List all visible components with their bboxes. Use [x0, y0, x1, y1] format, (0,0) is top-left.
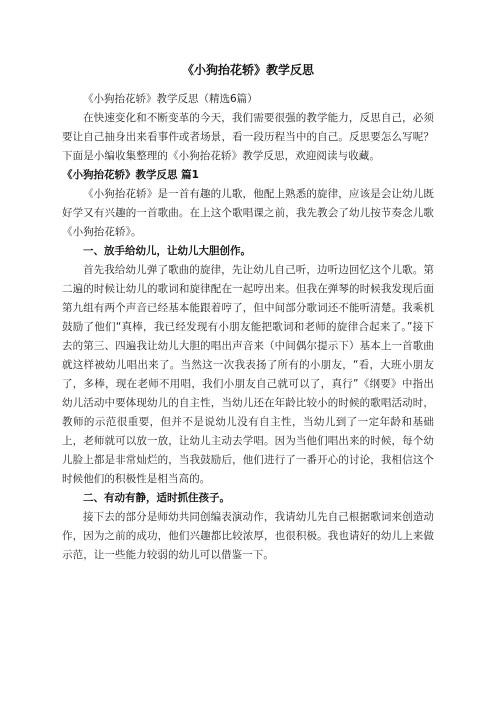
section-heading-1: 《小狗抬花轿》教学反思 篇1 — [62, 169, 199, 181]
point-heading-1: 一、放手给幼儿，让幼儿大胆创作。 — [83, 245, 251, 257]
document-page — [62, 62, 434, 565]
document-subtitle: 《小狗抬花轿》教学反思（精选6篇） — [83, 93, 258, 105]
document-title: 《小狗抬花轿》教学反思 — [181, 63, 314, 77]
point-heading-2: 二、有动有静，适时抓住孩子。 — [83, 492, 230, 504]
intro-paragraph: 在快速变化和不断变革的今天，我们需要很强的教学能力，反思自己，必须要让自己抽身出来看事件或者场景，看一段历程当中的自己。反思要怎么写呢？下面是小编收集整理的《小狗抬花轿》教学反思，欢迎阅读与收藏。 — [62, 112, 434, 162]
section1-paragraph: 《小狗抬花轿》是一首有趣的儿歌，他配上熟悉的旋律，应该是会让幼儿既好学又有兴趣的一首歌曲。在上这个歌唱课之前，我先教会了幼儿按节奏念儿歌《小狗抬花轿》。 — [62, 188, 434, 238]
point1-paragraph: 首先我给幼儿弹了歌曲的旋律，先让幼儿自己听，边听边回忆这个儿歌。第二遍的时候让幼儿的歌词和旋律配在一起哼出来。但我在弹琴的时候我发现后面第九组有两个声音已经基本能跟着哼了，但中间部分歌词还不能听清楚。我乘机鼓励了他们“真棒，我已经发现有小朋友能把歌词和老师的旋律合起来了。”接下去的第三、四遍我让幼儿大胆的唱出声音来（中间偶尔提示下）基本上一首歌曲就这样被幼儿唱出来了。当然这一次我表扬了所有的小朋友，“看，大班小朋友了，多棒，现在老师不用唱，我们小朋友自己就可以了，真行”《纲要》中指出幼儿活动中要体现幼儿的自主性，当幼儿还在年龄比较小的时候的歌唱活动时，教师的示范很重要，但并不是说幼儿没有自主性，当幼儿到了一定年龄和基础上，老师就可以放一放，让幼儿主动去学唱。因为当他们唱出来的时候，每个幼儿脸上都是非常灿烂的，当我鼓励后，他们进行了一番开心的讨论，我相信这个时候他们的积极性是相当高的。 — [62, 264, 434, 485]
point2-paragraph: 接下去的部分是师幼共同创编表演动作，我请幼儿先自己根据歌词来创造动作，因为之前的成功，他们兴趣都比较浓厚，也很积极。我也请好的幼儿上来做示范，让一些能力较弱的幼儿可以借鉴一下。 — [62, 511, 434, 561]
